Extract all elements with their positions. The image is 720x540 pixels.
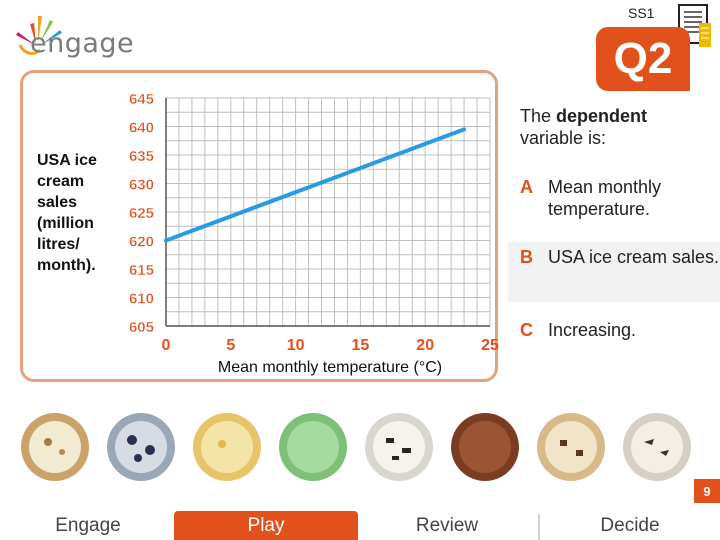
- tab-play[interactable]: Play: [174, 511, 358, 540]
- y-tick-label: 610: [128, 290, 154, 308]
- ice-cream-photo-6: [450, 412, 520, 482]
- y-tick-label: 605: [128, 319, 154, 336]
- section-label: SS1: [628, 5, 655, 21]
- option-c[interactable]: [508, 315, 720, 375]
- x-tick-label: 5: [226, 337, 236, 354]
- logo-text: engage: [30, 28, 135, 59]
- bottom-nav: [0, 511, 720, 540]
- y-tick-label: 645: [128, 91, 154, 108]
- x-tick-label: 20: [416, 337, 435, 354]
- option-c-text: Increasing.: [548, 320, 637, 340]
- option-a-letter: A: [520, 177, 533, 197]
- y-tick-label: 625: [128, 205, 154, 222]
- ice-cream-photo-8: [622, 412, 692, 482]
- y-tick-label: 620: [128, 233, 154, 251]
- y-tick-label: 635: [128, 148, 154, 165]
- question-text-prefix: The: [520, 106, 557, 126]
- ice-cream-photo-3: [192, 412, 262, 482]
- option-a[interactable]: [508, 172, 720, 232]
- tab-decide[interactable]: Decide: [600, 514, 660, 536]
- x-tick-label: 15: [351, 337, 370, 354]
- ice-cream-photo-4: [278, 412, 348, 482]
- chart-x-axis-label: Mean monthly temperature (°C): [217, 359, 443, 376]
- y-tick-label: 615: [128, 262, 154, 279]
- option-b-text: USA ice cream sales.: [548, 247, 720, 267]
- tab-engage[interactable]: Engage: [55, 514, 121, 536]
- question-badge: Q2: [596, 27, 690, 91]
- x-tick-label: 10: [286, 337, 305, 354]
- chart-y-axis-label: USA ice cream sales (million litres/ month).: [37, 152, 97, 274]
- y-tick-label: 630: [128, 176, 154, 194]
- question-text-suffix: variable is:: [520, 128, 607, 148]
- page-number-badge: 9: [694, 479, 720, 503]
- option-a-text: Mean monthly temperature.: [548, 177, 662, 219]
- ice-cream-photo-5: [364, 412, 434, 482]
- option-b-letter: B: [520, 247, 533, 267]
- y-tick-label: 640: [128, 119, 154, 137]
- series-line: [166, 129, 464, 240]
- tab-review[interactable]: Review: [415, 514, 479, 536]
- x-tick-label: 0: [161, 337, 171, 354]
- option-b[interactable]: [508, 242, 720, 302]
- ice-cream-photo-7: [536, 412, 606, 482]
- x-tick-label: 25: [481, 337, 499, 354]
- option-c-letter: C: [520, 320, 533, 340]
- question-text-bold: dependent: [556, 106, 648, 126]
- ice-cream-photo-1: [20, 412, 90, 482]
- ice-cream-photo-2: [106, 412, 176, 482]
- question-text: [520, 105, 700, 149]
